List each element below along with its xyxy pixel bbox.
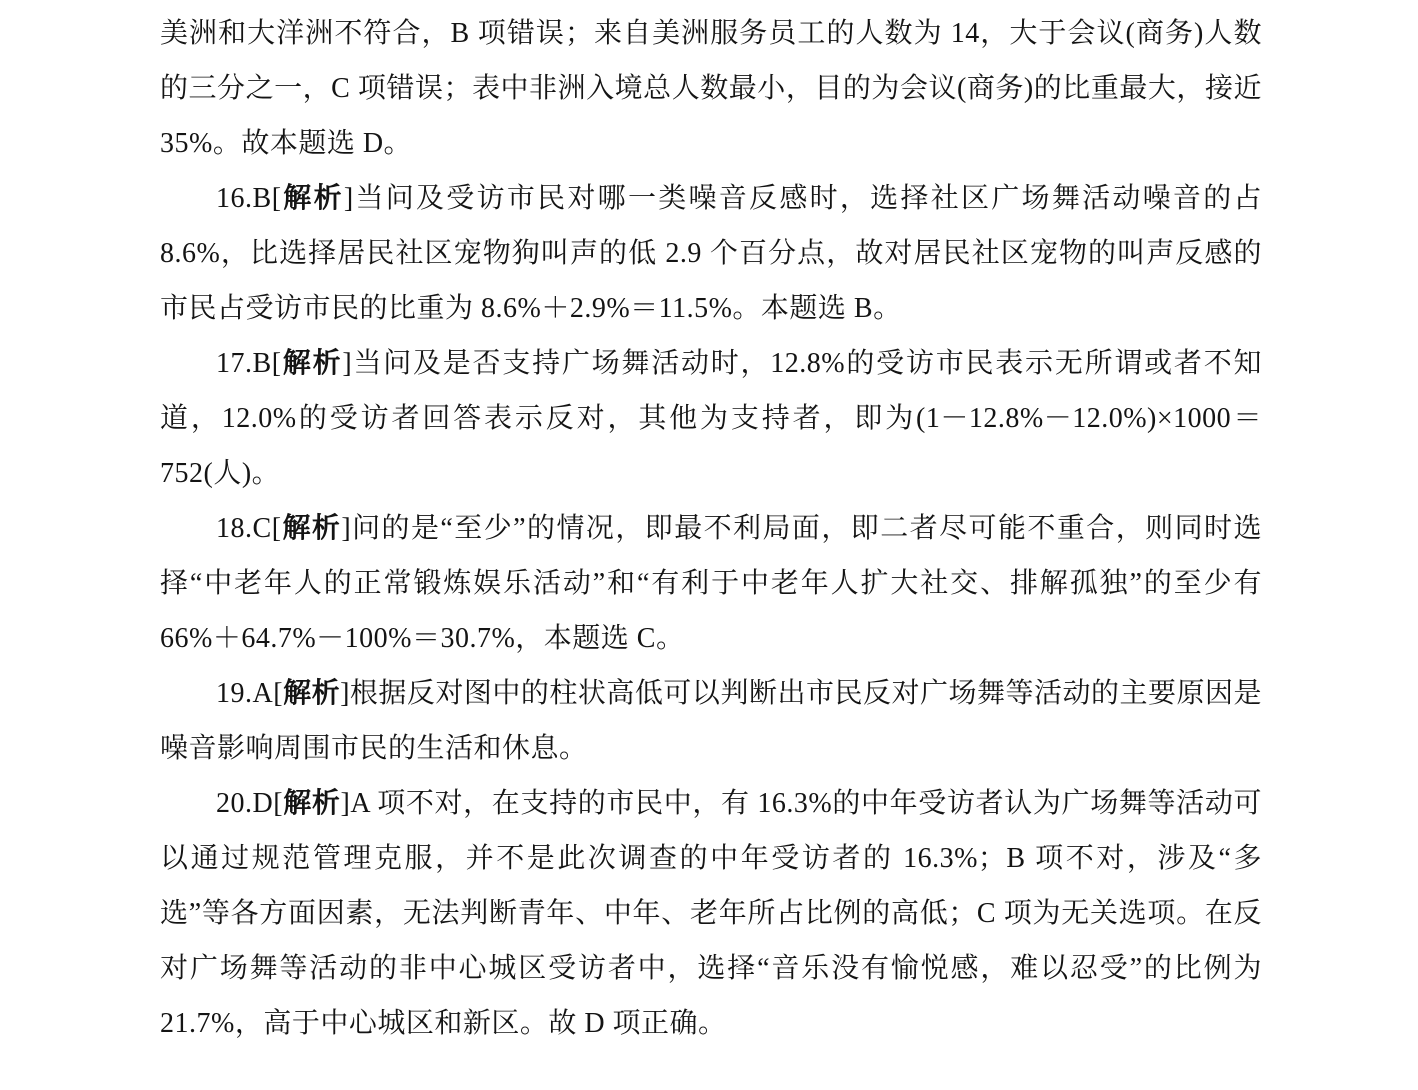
paragraph (160, 776, 1262, 1051)
bracket-close: ] (343, 183, 354, 214)
paragraph (160, 6, 1262, 171)
answer-number: 16.B (216, 183, 272, 214)
bracket-close: ] (340, 788, 351, 819)
paragraph-text: 根据反对图中的柱状高低可以判断出市民反对广场舞等活动的主要原因是噪音影响周围市民的生活和休息。 (160, 678, 1262, 764)
analysis-label: 解析 (281, 183, 344, 214)
answer-number: 19.A (216, 678, 274, 709)
answer-number: 18.C (216, 513, 272, 544)
paragraph (160, 171, 1262, 336)
paragraph (160, 336, 1262, 501)
bracket-open: [ (271, 513, 282, 544)
bracket-close: ] (341, 513, 352, 544)
analysis-label: 解析 (283, 678, 341, 709)
answer-explanations (160, 6, 1262, 1051)
bracket-open: [ (271, 348, 282, 379)
paragraph-text: 当问及受访市民对哪一类噪音反感时，选择社区广场舞活动噪音的占 8.6%，比选择居民社区宠物狗叫声的低 2.9 个百分点，故对居民社区宠物的叫声反感的市民占受访市民的比重为 8.6%＋2.9%＝11.5%。本题选 B。 (160, 183, 1262, 324)
paragraph-text: 问的是“至少”的情况，即最不利局面，即二者尽可能不重合，则同时选择“中老年人的正常锻炼娱乐活动”和“有利于中老年人扩大社交、排解孤独”的至少有 66%＋64.7%－100%＝30.7%，本题选 C。 (160, 513, 1262, 654)
answer-number: 17.B (216, 348, 272, 379)
paragraph-text: 美洲和大洋洲不符合，B 项错误；来自美洲服务员工的人数为 14，大于会议(商务)人数的三分之一，C 项错误；表中非洲入境总人数最小，目的为会议(商务)的比重最大，接近 35%。故本题选 D。 (160, 18, 1262, 159)
analysis-label: 解析 (283, 788, 341, 819)
bracket-open: [ (273, 788, 284, 819)
paragraph-text: A 项不对，在支持的市民中，有 16.3%的中年受访者认为广场舞等活动可以通过规范管理克服，并不是此次调查的中年受访者的 16.3%；B 项不对，涉及“多选”等各方面因素，无法判断青年、中年、老年所占比例的高低；C 项为无关选项。在反对广场舞等活动的非中心城区受访者中，选择“音乐没有愉悦感，难以忍受”的比例为 21.7%，高于中心城区和新区。故 D 项正确。 (160, 788, 1262, 1039)
paragraph (160, 666, 1262, 776)
analysis-label: 解析 (281, 513, 342, 544)
answer-number: 20.D (216, 788, 274, 819)
bracket-close: ] (340, 678, 350, 709)
bracket-close: ] (342, 348, 353, 379)
bracket-open: [ (273, 678, 284, 709)
paragraph (160, 501, 1262, 666)
analysis-label: 解析 (281, 348, 343, 379)
bracket-open: [ (271, 183, 282, 214)
paragraph-text: 当问及是否支持广场舞活动时，12.8%的受访市民表示无所谓或者不知道，12.0%的受访者回答表示反对，其他为支持者，即为(1－12.8%－12.0%)×1000＝752(人)。 (160, 348, 1262, 489)
